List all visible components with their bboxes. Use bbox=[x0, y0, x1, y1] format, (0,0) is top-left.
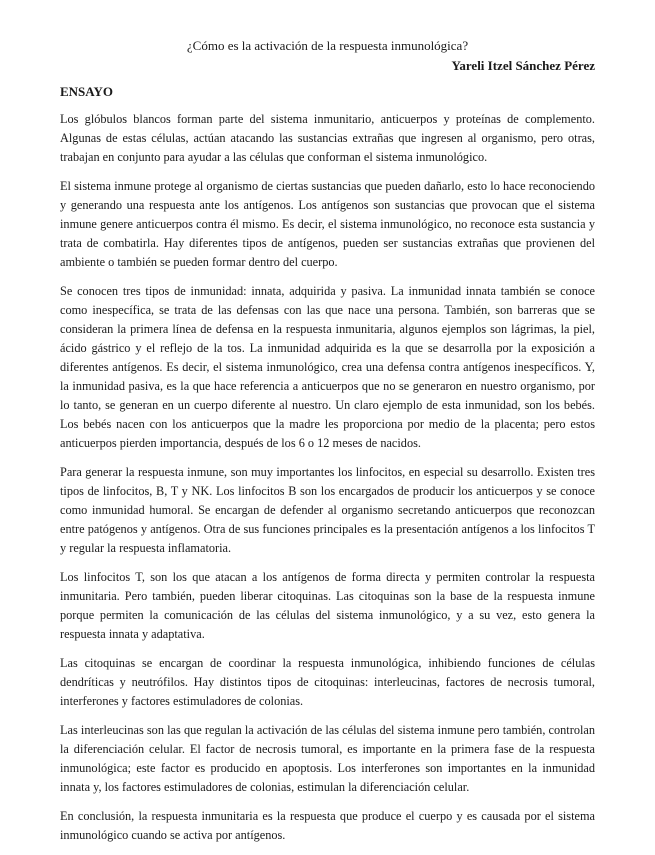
paragraph-immunity-types: Se conocen tres tipos de inmunidad: innata, adquirida y pasiva. La inmunidad innata también se conoce como inespecífica, se trata de las defensas con las que nace una persona. También, son barreras que se consideran la primera línea de defensa en la respuesta inmunitaria, algunos ejemplos son lágrimas, la piel, ácido gástrico y el reflejo de la tos. La inmunidad adquirida es la que se desarrolla por la exposición a diferentes antígenos. Es decir, el sistema inmunológico, crea una defensa contra antígenos inespecíficos. Y, la inmunidad pasiva, es la que hace referencia a anticuerpos que no se generaron en nuestro organismo, por lo tanto, se generan en un cuerpo diferente al nuestro. Un claro ejemplo de esta inmunidad, son los bebés. Los bebés nacen con los anticuerpos que la madre les proporciona por medio de la placenta; pero estos anticuerpos pierden importancia, después de los 6 o 12 meses de nacidos. bbox=[60, 284, 595, 450]
document-title: ¿Cómo es la activación de la respuesta inmunológica? bbox=[186, 38, 469, 53]
paragraph-t-cells: Los linfocitos T, son los que atacan a los antígenos de forma directa y permiten controlar la respuesta inmunitaria. Pero también, pueden liberar citoquinas. Las citoquinas son la base de la respuesta inmune porque permiten la comunicación de las células del sistema inmunológico, y a su vez, esto genera la respuesta innata y adaptativa. bbox=[60, 570, 595, 641]
paragraph-lymphocytes: Para generar la respuesta inmune, son muy importantes los linfocitos, en especial su desarrollo. Existen tres tipos de linfocitos, B, T y NK. Los linfocitos B son los encargados de producir los anticuerpos y se conoce como inmunidad humoral. Se encargan de defender al organismo secretando anticuerpos que reconozcan entre patógenos y antígenos. Otra de sus funciones principales es la presentación antígenos a los linfocitos T y regular la respuesta inflamatoria. bbox=[60, 465, 595, 555]
section-label: ENSAYO bbox=[60, 84, 113, 99]
paragraph-intro: Los glóbulos blancos forman parte del sistema inmunitario, anticuerpos y proteínas de complemento. Algunas de estas células, actúan atacando las sustancias extrañas que ingresen al organismo, pero otras, trabajan en conjunto para ayudar a las células que conforman el sistema inmunológico. bbox=[60, 112, 595, 164]
author-name: Yareli Itzel Sánchez Pérez bbox=[451, 58, 595, 73]
paragraph-interleukins: Las interleucinas son las que regulan la activación de las células del sistema inmune pero también, controlan la diferenciación celular. El factor de necrosis tumoral, es importante en la primera fase de la respuesta inmunológica; este factor es producido en apoptosis. Los interferones son importantes en la inmunidad innata y, los factores estimuladores de colonias, estimulan la diferenciación celular. bbox=[60, 723, 595, 794]
essay-page bbox=[60, 38, 595, 855]
paragraph-conclusion: En conclusión, la respuesta inmunitaria es la respuesta que produce el cuerpo y es causada por el sistema inmunológico cuando se activa por antígenos. bbox=[60, 809, 595, 842]
paragraph-cytokines: Las citoquinas se encargan de coordinar la respuesta inmunológica, inhibiendo funciones de células dendríticas y neutrófilos. Hay distintos tipos de citoquinas: interleucinas, factores de necrosis tumoral, interferones y factores estimuladores de colonias. bbox=[60, 656, 595, 708]
paragraph-antigens: El sistema inmune protege al organismo de ciertas sustancias que pueden dañarlo, esto lo hace reconociendo y generando una respuesta ante los antígenos. Los antígenos son sustancias que provocan que el sistema inmune genere anticuerpos contra él mismo. Es decir, el sistema inmunológico, no reconoce esta sustancia y trata de combatirla. Hay diferentes tipos de antígenos, pueden ser sustancias extrañas que provienen del ambiente o también se pueden formar dentro del cuerpo. bbox=[60, 179, 595, 269]
